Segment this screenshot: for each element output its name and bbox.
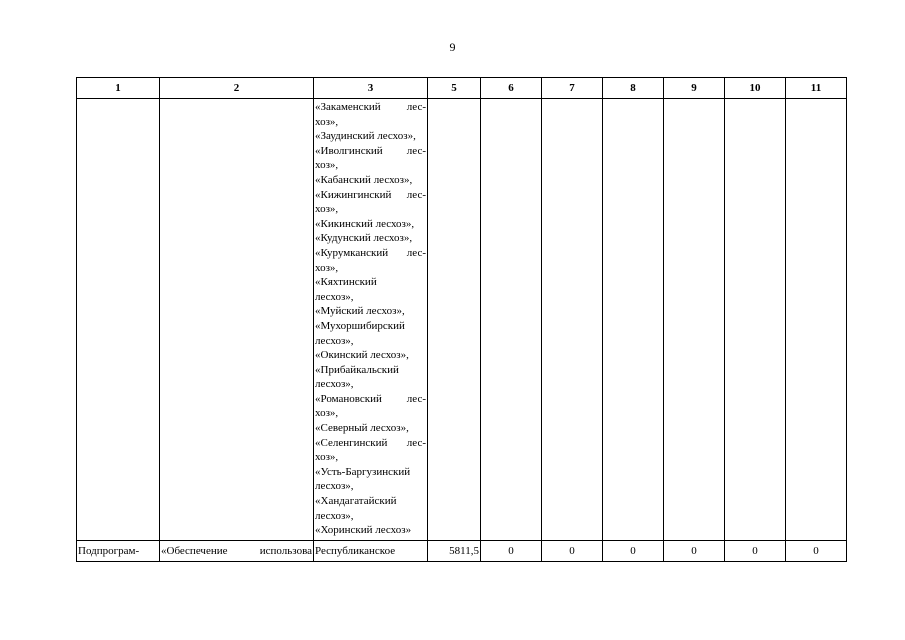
cell-empty [542, 99, 603, 541]
leskhoz-list-line: «Хандагатайский [315, 495, 397, 508]
leskhoz-list-line: «Кикинский лесхоз», [315, 217, 415, 230]
header-col-2: 2 [160, 78, 314, 99]
leskhoz-list-line: «Кяхтинский [315, 276, 377, 289]
leskhoz-list-line: лесхоз», [315, 480, 354, 493]
cell-empty [664, 99, 725, 541]
cell-empty [786, 99, 847, 541]
subprogram-name: «Обеспечение использова [160, 540, 314, 561]
leskhoz-list-line: «Кудунский лесхоз», [315, 232, 413, 245]
leskhoz-list-line: «Муйский лесхоз», [315, 305, 405, 318]
leskhoz-list-line: «Иволгинский лес- [315, 144, 426, 157]
leskhoz-list-line: «Хоринский лесхоз» [315, 524, 412, 537]
subprogram-label: Подпрограм- [77, 540, 160, 561]
table-row [77, 540, 847, 561]
leskhoz-list-line: «Селенгинский лес- [315, 436, 426, 449]
leskhoz-list-line: лесхоз», [315, 334, 354, 347]
leskhoz-list-line: «Романовский лес- [315, 392, 426, 405]
value-col-6: 0 [481, 540, 542, 561]
value-col-7: 0 [542, 540, 603, 561]
header-col-7: 7 [542, 78, 603, 99]
leskhoz-list-line: «Усть-Баргузинский [315, 465, 411, 478]
cell-empty [481, 99, 542, 541]
leskhoz-list-cell [314, 99, 428, 541]
leskhoz-list-line: лесхоз», [315, 378, 354, 391]
header-col-3: 3 [314, 78, 428, 99]
leskhoz-list-line: лесхоз», [315, 290, 354, 303]
leskhoz-list-line: хоз», [315, 203, 339, 216]
value-col-10: 0 [725, 540, 786, 561]
header-col-5: 5 [428, 78, 481, 99]
table-row [77, 99, 847, 541]
leskhoz-list-line: «Кижингинский лес- [315, 188, 426, 201]
leskhoz-list-line: «Окинский лесхоз», [315, 349, 409, 362]
leskhoz-list-line: «Кабанский лесхоз», [315, 173, 413, 186]
program-table [76, 77, 847, 562]
leskhoz-list-line: «Северный лесхоз», [315, 422, 409, 435]
cell-empty [428, 99, 481, 541]
header-col-10: 10 [725, 78, 786, 99]
cell-empty [725, 99, 786, 541]
header-col-8: 8 [603, 78, 664, 99]
leskhoz-list-line: хоз», [315, 159, 339, 172]
cell-empty [160, 99, 314, 541]
leskhoz-list-line: хоз», [315, 451, 339, 464]
leskhoz-list [315, 99, 426, 540]
header-row [77, 78, 847, 99]
value-col-5: 5811,5 [428, 540, 481, 561]
value-col-9: 0 [664, 540, 725, 561]
leskhoz-list-line: хоз», [315, 407, 339, 420]
cell-empty [77, 99, 160, 541]
leskhoz-list-line: «Мухоршибирский [315, 319, 405, 332]
header-col-1: 1 [77, 78, 160, 99]
leskhoz-list-line: «Курумканский лес- [315, 246, 426, 259]
leskhoz-list-line: хоз», [315, 115, 339, 128]
leskhoz-list-line: хоз», [315, 261, 339, 274]
leskhoz-list-line: «Заудинский лесхоз», [315, 130, 416, 143]
value-col-8: 0 [603, 540, 664, 561]
value-col-11: 0 [786, 540, 847, 561]
leskhoz-list-line: «Закаменский лес- [315, 101, 426, 113]
funding-source: Республиканское [314, 540, 428, 561]
header-col-9: 9 [664, 78, 725, 99]
leskhoz-list-line: «Прибайкальский [315, 363, 399, 376]
header-col-6: 6 [481, 78, 542, 99]
leskhoz-list-line: лесхоз», [315, 509, 354, 522]
page-number: 9 [449, 40, 456, 54]
cell-empty [603, 99, 664, 541]
header-col-11: 11 [786, 78, 847, 99]
